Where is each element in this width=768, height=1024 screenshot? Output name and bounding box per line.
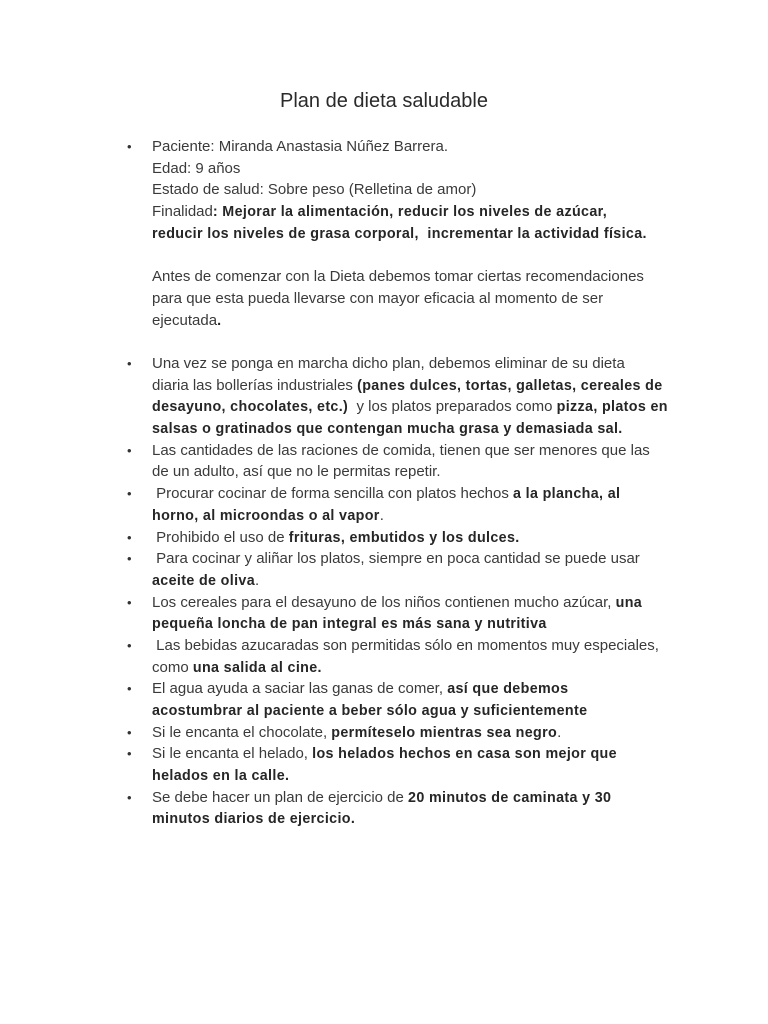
text-line bbox=[152, 440, 768, 462]
text: . bbox=[557, 723, 562, 741]
text: para que esta pueda llevarse con mayor eficacia al momento de ser bbox=[152, 289, 604, 307]
recommendation-item bbox=[0, 635, 768, 678]
text: como bbox=[152, 658, 193, 676]
bold-text: pequeña loncha de pan integral es más sana y nutritiva bbox=[152, 616, 547, 633]
recommendation-item bbox=[0, 743, 768, 786]
bold-text: 20 minutos de caminata y 30 bbox=[408, 789, 612, 806]
patient-info-list bbox=[0, 136, 768, 331]
text-line bbox=[152, 396, 768, 418]
bold-text: permíteselo mientras sea negro bbox=[331, 724, 558, 741]
bullet-icon: • bbox=[127, 529, 132, 545]
text-line bbox=[152, 244, 768, 266]
bold-text: salsas o gratinados que contengan mucha grasa y demasiada sal. bbox=[152, 421, 623, 438]
bold-text: helados en la calle. bbox=[152, 768, 290, 785]
bold-text: los helados hechos en casa son mejor que bbox=[312, 746, 617, 763]
text-line bbox=[152, 722, 768, 744]
bullet-icon: • bbox=[127, 681, 132, 697]
bold-text: (panes dulces, tortas, galletas, cereales de bbox=[357, 377, 663, 394]
text: Finalidad bbox=[152, 203, 213, 221]
text-line bbox=[152, 613, 768, 635]
bullet-icon: • bbox=[127, 789, 132, 805]
bold-text: desayuno, chocolates, etc.) bbox=[152, 399, 349, 416]
recommendations-list bbox=[0, 353, 768, 830]
text-line bbox=[152, 527, 768, 549]
text-line bbox=[152, 743, 768, 765]
bullet-icon: • bbox=[127, 442, 132, 458]
bold-text: . bbox=[217, 312, 222, 329]
text: . bbox=[255, 571, 260, 589]
text: . bbox=[379, 506, 384, 524]
text-line bbox=[152, 266, 768, 288]
bullet-icon: • bbox=[127, 139, 132, 154]
text-line bbox=[152, 700, 768, 722]
bullet-icon: • bbox=[127, 724, 132, 740]
bullet-icon: • bbox=[127, 594, 132, 610]
text-line bbox=[152, 483, 768, 505]
bold-text: aceite de oliva bbox=[152, 572, 255, 589]
text-line bbox=[152, 635, 768, 657]
text: Antes de comenzar con la Dieta debemos tomar ciertas recomendaciones bbox=[152, 268, 644, 286]
bold-text: acostumbrar al paciente a beber sólo agua y suficientemente bbox=[152, 703, 588, 719]
recommendation-item bbox=[0, 722, 768, 744]
recommendation-item bbox=[0, 592, 768, 635]
text-line bbox=[152, 570, 768, 592]
bullet-icon: • bbox=[127, 486, 132, 502]
text: diaria las bollerías industriales bbox=[152, 376, 358, 394]
bold-text: a la plancha, al bbox=[513, 486, 621, 503]
text-line bbox=[152, 548, 768, 570]
text-line bbox=[152, 505, 768, 527]
recommendation-item bbox=[0, 483, 768, 526]
recommendation-item bbox=[0, 353, 768, 440]
bullet-icon: • bbox=[127, 637, 132, 653]
text-line bbox=[152, 375, 768, 397]
text: Las bebidas azucaradas son permitidas sólo en momentos muy especiales, bbox=[152, 636, 659, 654]
patient-info-item bbox=[0, 136, 768, 331]
text: Si le encanta el helado, bbox=[152, 745, 313, 763]
text: Procurar cocinar de forma sencilla con platos hechos bbox=[152, 485, 514, 503]
bullet-icon: • bbox=[127, 356, 132, 371]
text-line bbox=[152, 223, 768, 245]
recommendation-item bbox=[0, 440, 768, 483]
text-line bbox=[152, 657, 768, 679]
text: ejecutada bbox=[152, 311, 218, 329]
text: Para cocinar y aliñar los platos, siempre en poca cantidad se puede usar bbox=[152, 550, 640, 568]
bold-text: : Mejorar la alimentación, reducir los niveles de azúcar, bbox=[212, 204, 608, 221]
text-line bbox=[152, 592, 768, 614]
text-line bbox=[152, 136, 768, 158]
bold-text: así que debemos bbox=[447, 681, 569, 698]
recommendation-item bbox=[0, 787, 768, 830]
text: y los platos preparados como bbox=[348, 398, 557, 416]
bold-text: frituras, embutidos y los dulces. bbox=[288, 529, 520, 546]
text-line bbox=[152, 310, 768, 332]
text: Paciente: Miranda Anastasia Núñez Barrera. bbox=[152, 138, 448, 155]
bold-text: minutos diarios de ejercicio. bbox=[152, 811, 356, 828]
text: Se debe hacer un plan de ejercicio de bbox=[152, 788, 409, 806]
text-line bbox=[152, 418, 768, 440]
document-title: Plan de dieta saludable bbox=[280, 90, 488, 112]
text-line bbox=[152, 201, 768, 223]
text-line bbox=[152, 808, 768, 830]
text: Los cereales para el desayuno de los niños contienen mucho azúcar, bbox=[152, 593, 616, 611]
text-line bbox=[152, 678, 768, 700]
text: Si le encanta el chocolate, bbox=[152, 723, 332, 741]
text: Edad: 9 años bbox=[152, 159, 241, 177]
bold-text: una salida al cine. bbox=[192, 659, 322, 676]
text-line bbox=[152, 461, 768, 483]
recommendation-item bbox=[0, 527, 768, 549]
bold-text: pizza, platos en bbox=[556, 399, 668, 416]
bold-text: horno, al microondas o al vapor bbox=[152, 507, 380, 524]
bold-text: una bbox=[615, 594, 643, 611]
bullet-icon: • bbox=[127, 746, 132, 762]
text: Prohibido el uso de bbox=[152, 528, 289, 546]
text: de un adulto, así que no le permitas repetir. bbox=[152, 463, 441, 481]
text: El agua ayuda a saciar las ganas de comer, bbox=[152, 680, 448, 698]
text-line bbox=[152, 787, 768, 809]
text-line bbox=[152, 158, 768, 180]
bullet-icon: • bbox=[127, 551, 132, 567]
text-line bbox=[152, 353, 768, 375]
recommendation-item bbox=[0, 548, 768, 591]
text-line bbox=[152, 179, 768, 201]
bold-text: reducir los niveles de grasa corporal, incrementar la actividad física. bbox=[152, 225, 647, 242]
text: Estado de salud: Sobre peso (Relletina de amor) bbox=[152, 181, 477, 199]
text: Las cantidades de las raciones de comida, tienen que ser menores que las bbox=[152, 441, 650, 459]
text: Una vez se ponga en marcha dicho plan, debemos eliminar de su dieta bbox=[152, 355, 625, 372]
text-line bbox=[152, 288, 768, 310]
text-line bbox=[152, 765, 768, 787]
recommendation-item bbox=[0, 678, 768, 721]
